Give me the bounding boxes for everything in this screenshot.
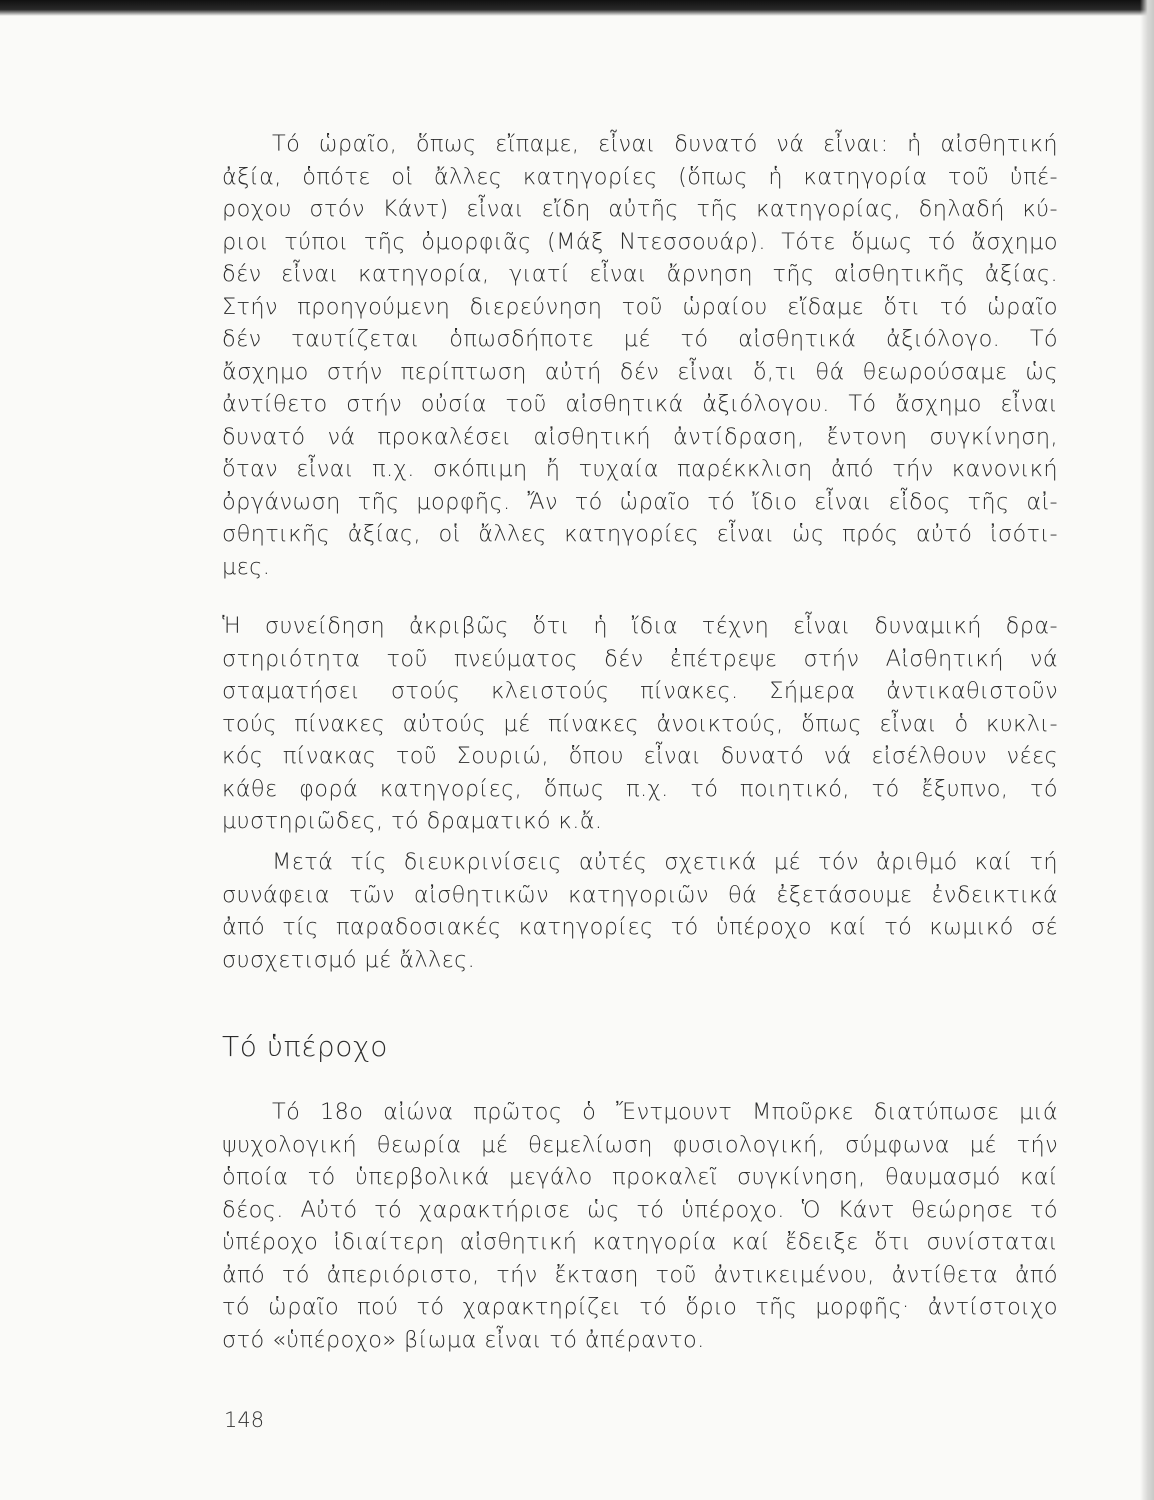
text-line: ψυχολογική θεωρία μέ θεμελίωση φυσιολογική, σύμφωνα μέ τήν	[222, 1131, 1058, 1158]
text-line: ἀπό τό ἀπεριόριστο, τήν ἔκταση τοῦ ἀντικειμένου, ἀντίθετα ἀπό	[222, 1261, 1058, 1288]
text-line: δέος. Αὐτό τό χαρακτήρισε ὡς τό ὑπέροχο. Ὁ Κάντ θεώρησε τό	[222, 1196, 1058, 1223]
text-line: ἀπό τίς παραδοσιακές κατηγορίες τό ὑπέροχο καί τό κωμικό σέ	[222, 914, 1058, 940]
text-line: ἀντίθετο στήν οὐσία τοῦ αἰσθητικά ἀξιόλογου. Τό ἄσχημο εἶναι	[222, 391, 1058, 417]
text-line: ριοι τύποι τῆς ὀμορφιᾶς (Μάξ Ντεσσουάρ). Τότε ὅμως τό ἄσχημο	[222, 228, 1058, 255]
text-line: στό «ὑπέροχο» βίωμα εἶναι τό ἀπέραντο.	[222, 1326, 705, 1353]
text-line: ὁποία τό ὑπερβολικά μεγάλο προκαλεῖ συγκίνηση, θαυμασμό καί	[222, 1164, 1058, 1190]
text-line: ἀξία, ὁπότε οἱ ἄλλες κατηγορίες (ὅπως ἡ κατηγορία τοῦ ὑπέ-	[222, 163, 1058, 190]
text-line: σθητικῆς ἀξίας, οἱ ἄλλες κατηγορίες εἶναι ὡς πρός αὐτό ἰσότι-	[222, 521, 1058, 547]
text-line: τό ὡραῖο πού τό χαρακτηρίζει τό ὅριο τῆς μορφῆς· ἀντίστοιχο	[222, 1294, 1058, 1320]
text-line: ἄσχημο στήν περίπτωση αὐτή δέν εἶναι ὅ,τι θά θεωρούσαμε ὡς	[222, 358, 1058, 385]
text-line: ὅταν εἶναι π.χ. σκόπιμη ἤ τυχαία παρέκκλιση ἀπό τήν κανονική	[222, 456, 1058, 482]
text-line: σταματήσει στούς κλειστούς πίνακες. Σήμερα ἀντικαθιστοῦν	[222, 678, 1058, 704]
section-heading: Τό ὑπέροχο	[222, 1030, 388, 1063]
text-line: μυστηριῶδες, τό δραματικό κ.ἄ.	[222, 808, 603, 834]
text-line: στηριότητα τοῦ πνεύματος δέν ἐπέτρεψε στήν Αἰσθητική νά	[222, 645, 1058, 672]
text-line: μες.	[222, 553, 271, 580]
text-line: Ἡ συνείδηση ἀκριβῶς ὅτι ἡ ἴδια τέχνη εἶναι δυναμική δρα-	[222, 613, 1058, 639]
text-line: κάθε φορά κατηγορίες, ὅπως π.χ. τό ποιητικό, τό ἔξυπνο, τό	[222, 775, 1058, 802]
text-line: τούς πίνακες αὐτούς μέ πίνακες ἀνοικτούς, ὅπως εἶναι ὁ κυκλι-	[222, 710, 1058, 737]
text-line: συνάφεια τῶν αἰσθητικῶν κατηγοριῶν θά ἐξετάσουμε ἐνδεικτικά	[222, 881, 1058, 908]
text-line: δυνατό νά προκαλέσει αἰσθητική ἀντίδραση, ἔντονη συγκίνηση,	[222, 423, 1058, 450]
text-line: Μετά τίς διευκρινίσεις αὐτές σχετικά μέ τόν ἀριθμό καί τή	[272, 849, 1058, 875]
text-line: δέν ταυτίζεται ὁπωσδήποτε μέ τό αἰσθητικά ἀξιόλογο. Τό	[222, 326, 1058, 352]
scan-top-edge	[0, 0, 1154, 16]
paragraph-2	[222, 610, 1058, 838]
scan-right-edge	[1140, 0, 1154, 1500]
text-line: συσχετισμό μέ ἄλλες.	[222, 946, 476, 973]
paragraph-1	[222, 128, 1058, 583]
paragraph-4	[222, 1096, 1058, 1356]
page-number: 148	[224, 1408, 265, 1432]
text-line: κός πίνακας τοῦ Σουριώ, ὅπου εἶναι δυνατό νά εἰσέλθουν νέες	[222, 743, 1058, 769]
text-line: Τό ὡραῖο, ὅπως εἴπαμε, εἶναι δυνατό νά εἶναι: ἡ αἰσθητική	[272, 131, 1058, 157]
text-line: ὀργάνωση τῆς μορφῆς. Ἄν τό ὡραῖο τό ἴδιο εἶναι εἶδος τῆς αἰ-	[222, 488, 1058, 515]
text-line: Τό 18ο αἰώνα πρῶτος ὁ Ἔντμουντ Μποῦρκε διατύπωσε μιά	[272, 1099, 1058, 1125]
text-line: δέν εἶναι κατηγορία, γιατί εἶναι ἄρνηση τῆς αἰσθητικῆς ἀξίας.	[222, 261, 1058, 287]
text-line: ὑπέροχο ἰδιαίτερη αἰσθητική κατηγορία καί ἔδειξε ὅτι συνίσταται	[222, 1229, 1058, 1255]
text-line: ροχου στόν Κάντ) εἶναι εἴδη αὐτῆς τῆς κατηγορίας, δηλαδή κύ-	[222, 196, 1058, 222]
text-line: Στήν προηγούμενη διερεύνηση τοῦ ὡραίου εἴδαμε ὅτι τό ὡραῖο	[222, 293, 1058, 320]
paragraph-3	[222, 846, 1058, 976]
